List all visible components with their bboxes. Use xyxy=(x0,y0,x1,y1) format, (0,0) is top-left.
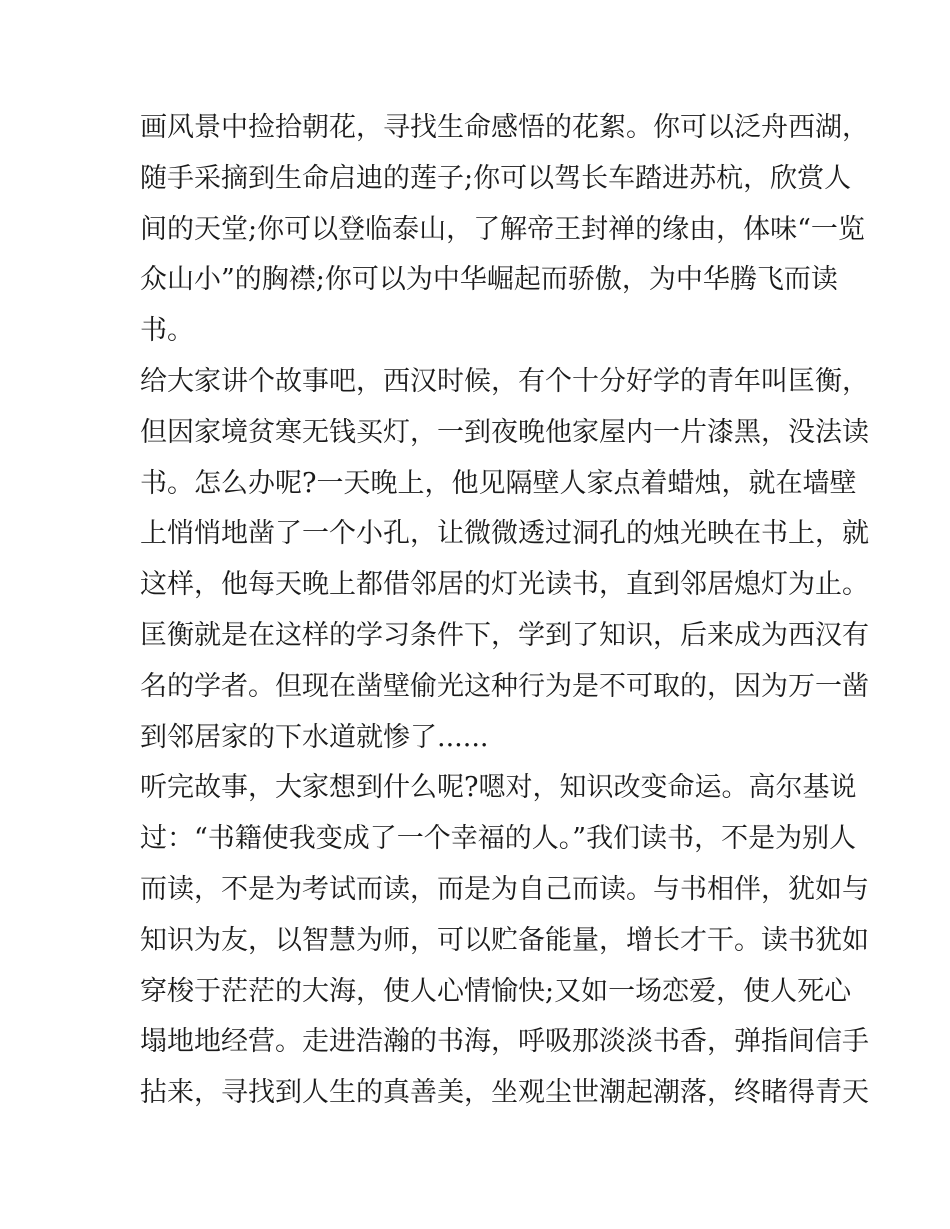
paragraph-1 xyxy=(140,103,869,357)
text-line: 但因家境贫寒无钱买灯，一到夜晚他家屋内一片漆黑，没法读 xyxy=(140,416,869,448)
text-line: 给大家讲个故事吧，西汉时候，有个十分好学的青年叫匡衡， xyxy=(140,365,869,397)
paragraph-2 xyxy=(140,357,869,763)
text-line: 随手采摘到生命启迪的莲子;你可以驾长车踏进苏杭，欣赏人 xyxy=(140,162,852,194)
text-line: 匡衡就是在这样的学习条件下，学到了知识，后来成为西汉有 xyxy=(140,619,869,651)
text-line: 到邻居家的下水道就惨了...... xyxy=(140,721,489,753)
text-line: 而读，不是为考试而读，而是为自己而读。与书相伴，犹如与 xyxy=(140,873,869,905)
document-body xyxy=(140,103,869,1119)
text-line: 听完故事，大家想到什么呢?嗯对，知识改变命运。高尔基说 xyxy=(140,772,857,804)
text-line: 上悄悄地凿了一个小孔，让微微透过洞孔的烛光映在书上，就 xyxy=(140,518,869,550)
text-line: 这样，他每天晚上都借邻居的灯光读书，直到邻居熄灯为止。 xyxy=(140,569,869,601)
text-line: 过：“书籍使我变成了一个幸福的人。”我们读书，不是为别人 xyxy=(140,823,857,855)
text-line: 拈来，寻找到人生的真善美，坐观尘世潮起潮落，终睹得青天 xyxy=(140,1077,869,1109)
text-line: 众山小”的胸襟;你可以为中华崛起而骄傲，为中华腾飞而读 xyxy=(140,264,838,296)
text-line: 穿梭于茫茫的大海，使人心情愉快;又如一场恋爱，使人死心 xyxy=(140,975,852,1007)
text-line: 知识为友，以智慧为师，可以贮备能量，增长才干。读书犹如 xyxy=(140,924,869,956)
text-line: 画风景中捡拾朝花，寻找生命感悟的花絮。你可以泛舟西湖， xyxy=(140,112,869,143)
paragraph-3 xyxy=(140,763,869,1119)
text-line: 书。 xyxy=(140,315,194,347)
text-line: 塌地地经营。走进浩瀚的书海，呼吸那淡淡书香，弹指间信手 xyxy=(140,1026,869,1058)
text-line: 书。怎么办呢?一天晚上，他见隔壁人家点着蜡烛，就在墙壁 xyxy=(140,467,857,499)
text-line: 名的学者。但现在凿壁偷光这种行为是不可取的，因为万一凿 xyxy=(140,670,869,702)
text-line: 间的天堂;你可以登临泰山，了解帝王封禅的缘由，体味“一览 xyxy=(140,213,865,245)
